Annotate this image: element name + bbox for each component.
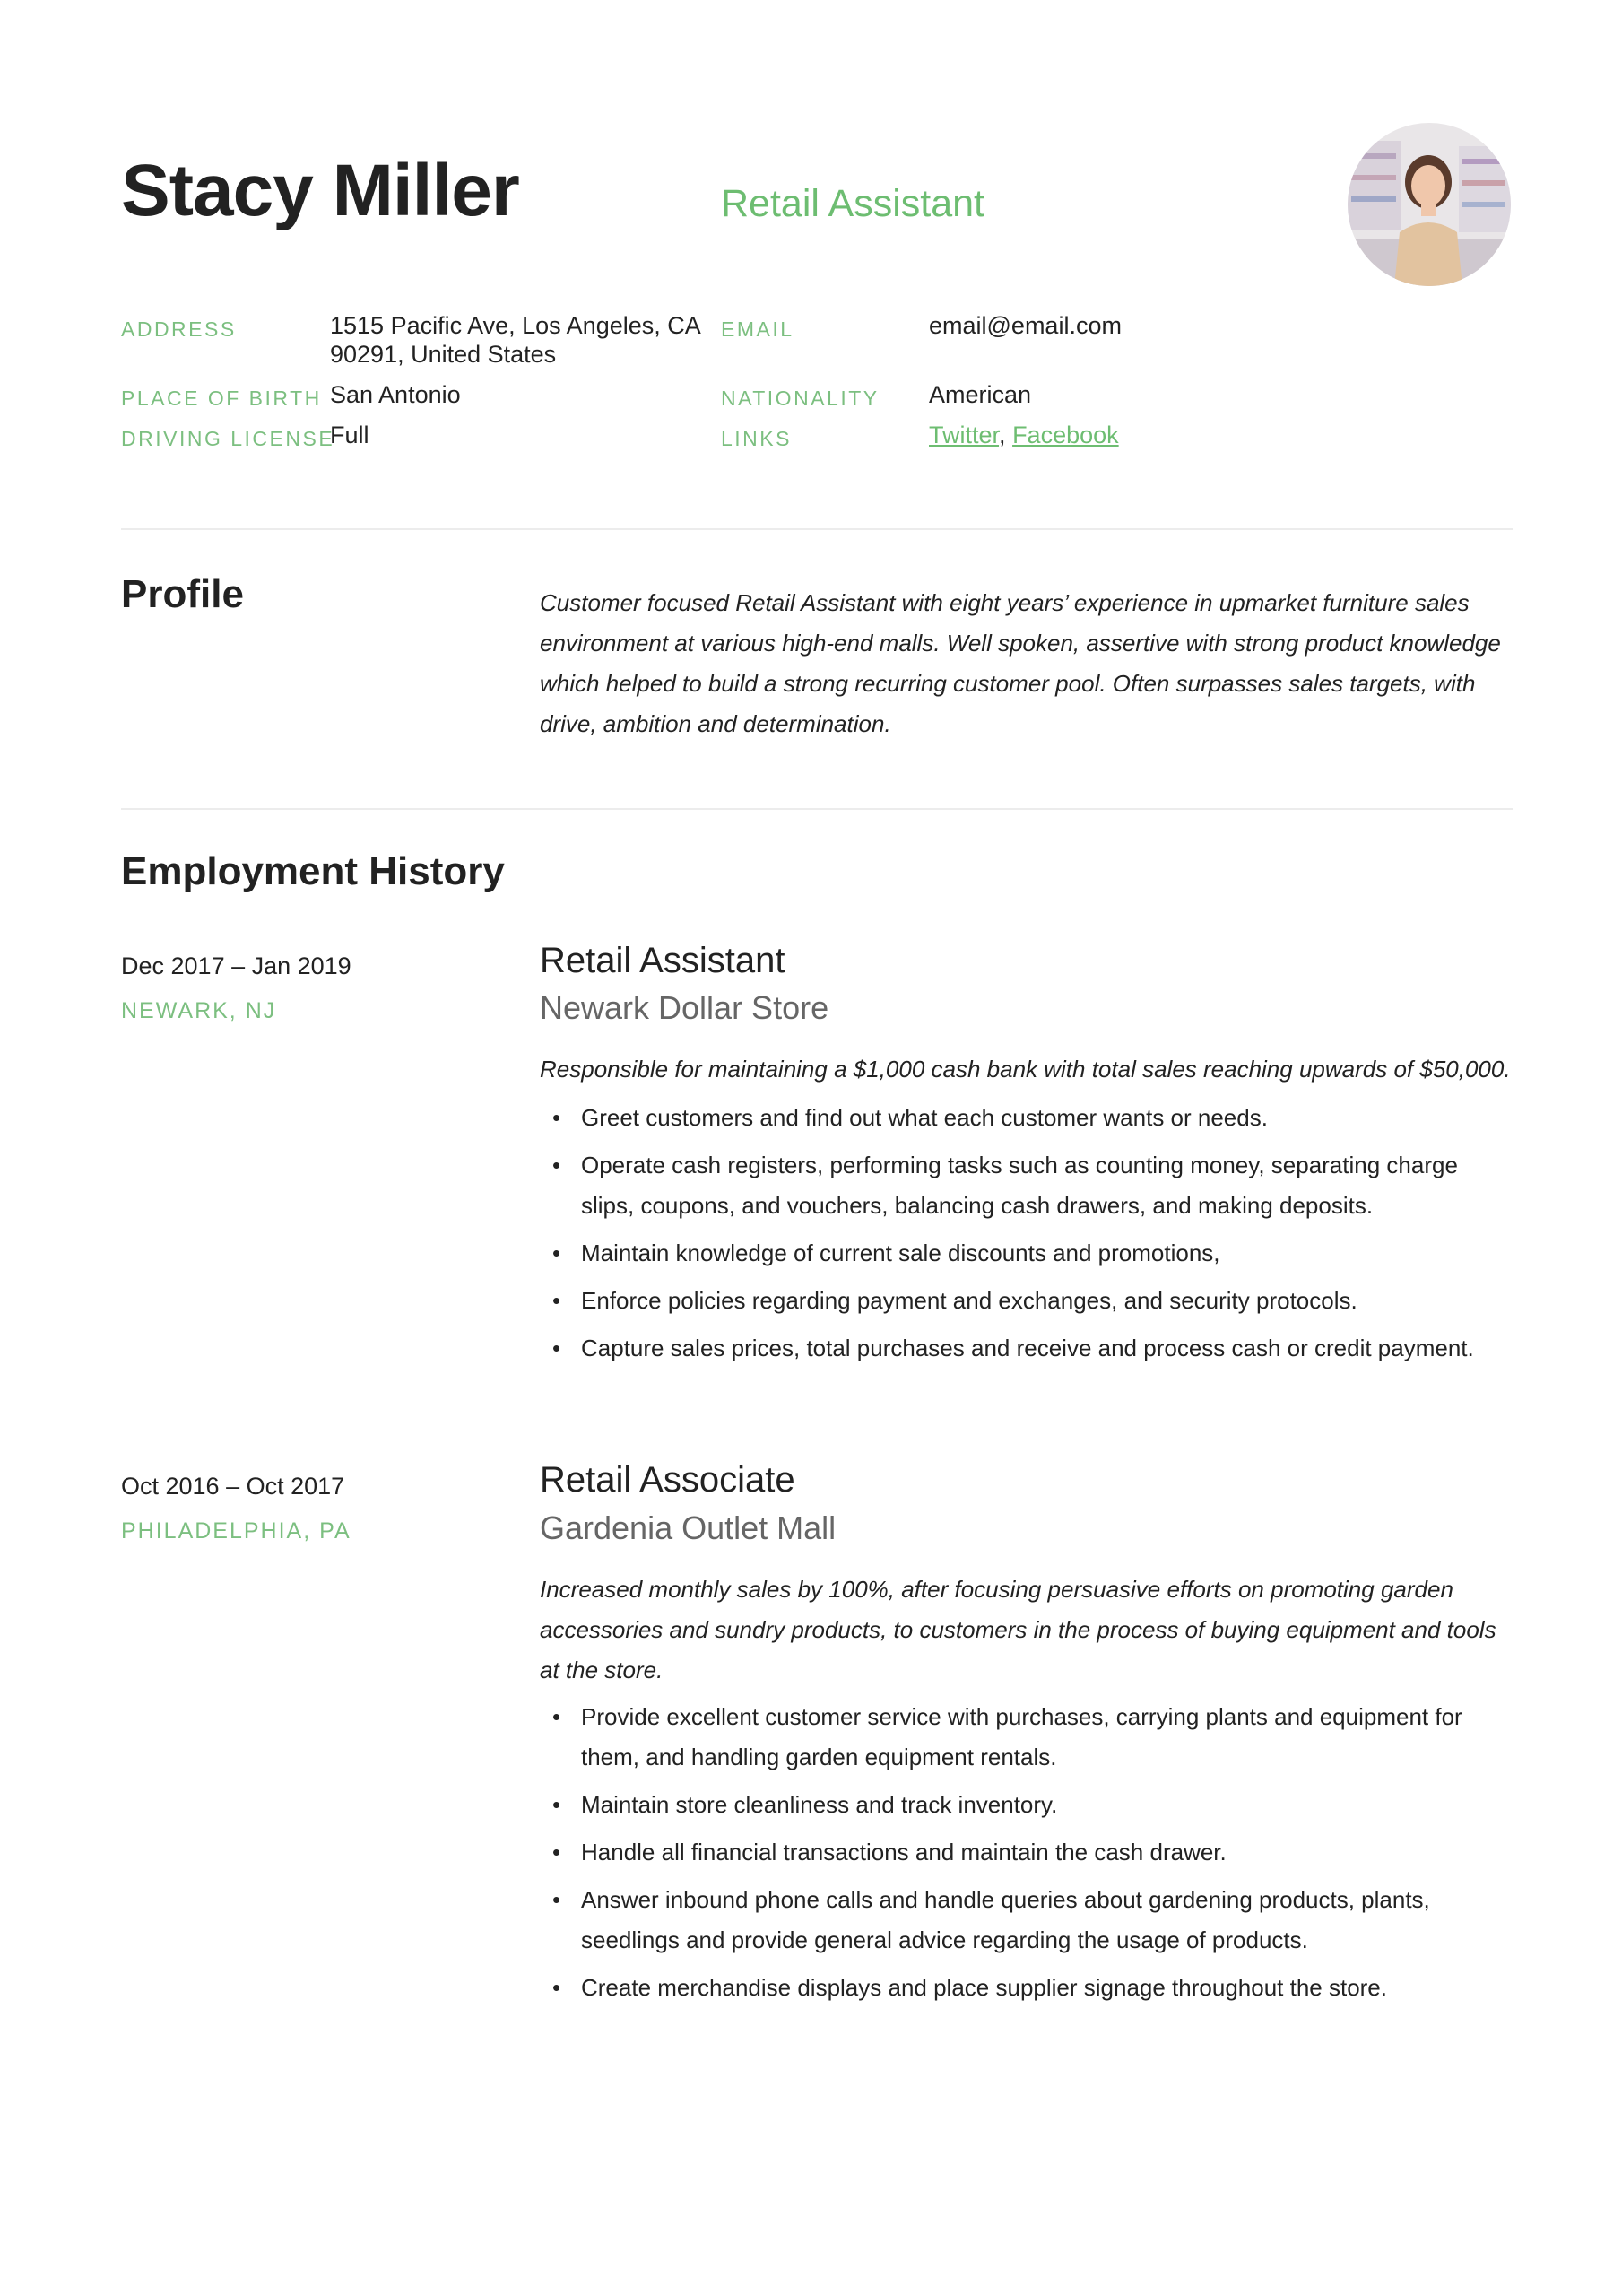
twitter-link[interactable]: Twitter [929, 422, 1000, 448]
avatar [1348, 123, 1511, 286]
job-summary: Increased monthly sales by 100%, after focusing persuasive efforts on promoting garden accessories and sundry products, to customers in the process of buying equipment and tools at the store. [540, 1576, 1496, 1683]
list-item: • Create merchandise displays and place supplier signage throughout the store. [540, 1968, 1517, 2008]
facebook-link[interactable]: Facebook [1012, 422, 1119, 448]
address-label: ADDRESS [121, 317, 237, 341]
job-role: Retail Assistant [540, 941, 785, 980]
list-item: • Enforce policies regarding payment and exchanges, and security protocols. [540, 1281, 1517, 1321]
nationality-value: American [929, 381, 1032, 408]
email-label: EMAIL [721, 317, 794, 341]
list-item: • Maintain store cleanliness and track inventory. [540, 1785, 1517, 1825]
driving-license-value: Full [330, 422, 369, 448]
place-of-birth-label: PLACE OF BIRTH [121, 387, 322, 410]
job-summary: Responsible for maintaining a $1,000 cash bank with total sales reaching upwards of $50,000. [540, 1056, 1511, 1083]
job-employer: Gardenia Outlet Mall [540, 1509, 837, 1546]
candidate-name: Stacy Miller [121, 150, 519, 231]
nationality-label: NATIONALITY [721, 387, 880, 410]
list-item: • Maintain knowledge of current sale discounts and promotions, [540, 1233, 1517, 1274]
person-photo-icon [1348, 123, 1511, 286]
job-role: Retail Associate [540, 1460, 795, 1500]
links-label: LINKS [721, 427, 792, 450]
address-value [330, 312, 701, 370]
list-item: • Answer inbound phone calls and handle queries about gardening products, plants, seedlings and provide general advice regarding the usage of products. [540, 1880, 1517, 1961]
list-item: • Greet customers and find out what each customer wants or needs. [540, 1098, 1517, 1138]
job-location: PHILADELPHIA, PA [121, 1518, 351, 1544]
employment-history-heading: Employment History [121, 849, 505, 893]
address-line-1: 1515 Pacific Ave, Los Angeles, CA [330, 312, 701, 339]
job-employer: Newark Dollar Store [540, 989, 829, 1026]
job-title: Retail Assistant [721, 182, 984, 225]
job-dates: Oct 2016 – Oct 2017 [121, 1473, 345, 1500]
email-value: email@email.com [929, 312, 1122, 339]
list-item: • Operate cash registers, performing tasks such as counting money, separating charge slips, coupons, and vouchers, balancing cash drawers, and making deposits. [540, 1145, 1517, 1226]
driving-license-label: DRIVING LICENSE [121, 427, 335, 450]
list-item: • Handle all financial transactions and maintain the cash drawer. [540, 1832, 1517, 1873]
job-location: NEWARK, NJ [121, 998, 277, 1023]
list-item: • Provide excellent customer service with purchases, carrying plants and equipment for them, and handling garden equipment rentals. [540, 1697, 1517, 1778]
list-item: • Capture sales prices, total purchases and receive and process cash or credit payment. [540, 1328, 1517, 1369]
job-bullets [540, 1697, 1517, 2015]
address-line-2: 90291, United States [330, 340, 557, 368]
profile-heading: Profile [121, 572, 244, 616]
place-of-birth-value: San Antonio [330, 381, 461, 408]
profile-text: Customer focused Retail Assistant with eight years’ experience in upmarket furniture sales environment at various high-end malls. Well spoken, assertive with strong product knowledge which helped to build a strong recurring customer pool. Often surpasses sales targets, with drive, ambition and determination. [540, 589, 1501, 737]
links-separator: , [999, 422, 1006, 448]
divider [121, 808, 1513, 810]
divider [121, 528, 1513, 530]
links-value [929, 422, 1119, 450]
job-dates: Dec 2017 – Jan 2019 [121, 952, 351, 979]
job-bullets [540, 1098, 1517, 1376]
